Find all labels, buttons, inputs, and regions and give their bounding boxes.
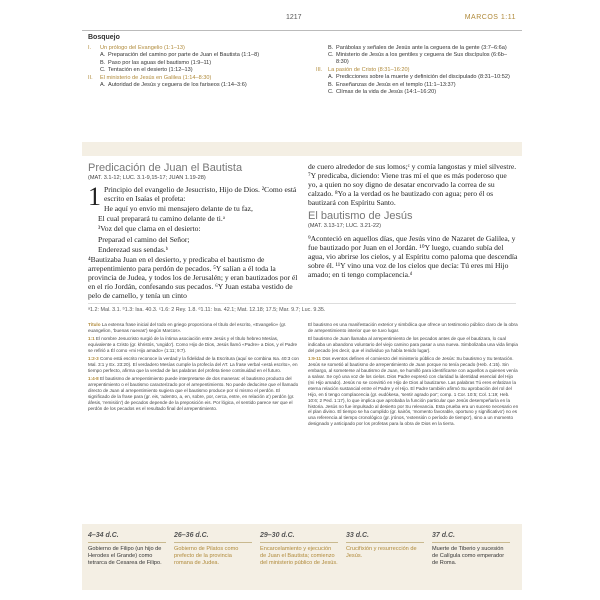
timeline-event: Crucifixión y resurrección de Jesús.: [346, 546, 417, 559]
timeline-event: Gobierno de Pilatos como prefecto de la provincia romana de Judea.: [174, 546, 239, 566]
parallel-references: (MAT. 3.13-17; LUC. 3.21-22): [308, 223, 381, 230]
quote-line: ³Voz del que clama en el desierto:: [98, 224, 201, 234]
timeline-year: 4–34 d.C.: [88, 532, 166, 543]
quote-line: Preparad el camino del Señor;: [98, 234, 190, 244]
outline-item: A. Preparación del camino por parte de Juan el Bautista (1:1–8): [100, 52, 260, 59]
timeline-entry: [260, 532, 338, 588]
timeline-entry: [88, 532, 166, 588]
verse-9: ⁹Aconteció en aquellos días, que Jesús vino de Nazaret de Galilea, y fue bautizado por Juan en el Jordán. ¹⁰Y luego, cuando subía del agua, vio abrirse los cielos, y al Espíritu como paloma que descendía sobre él. ¹¹Y vino una voz de los cielos que decía: Tú eres mi Hijo amado; en ti tengo complacencia.ᵈ: [308, 233, 518, 279]
study-note: 1:2-3 Como está escrito reconoce la verdad y la fidelidad de la Escritura (aquí se combina Isa. 40:3 con Mal. 3:1 y Ex. 23:20). El verdadero Mesías cumple la profecía del AT. La frase verbal «está escrito», en tiempo perfecto, afirma que la verdad de las palabras del profeta tiene continuidad en el futuro.: [88, 356, 299, 374]
study-note: 1:4-8 El bautismo de arrepentimiento puede interpretarse de dos maneras: el bautismo producto del arrepentimiento o el bautismo caracterizado por el arrepentimiento. No puede deducirse que el llamado directo de Juan al arrepentimiento sugiera que el bautismo produce por sí mismo el perdón. El significado de la frase para (gr. eis, 'adentro, a, en, sobre, por, cerca, entre, en relación a') perdón (gr. áfesis, 'remisión') de pecados depende de la preposición eis. Por lógica, el sentido parece ser que el perdón de los pecados es el resultado final del arrepentimiento.: [88, 376, 299, 411]
timeline-event: Encarcelamiento y ejecución de Juan el Bautista; comienzo del ministerio público de Jesús.: [260, 546, 338, 566]
timeline-year: 33 d.C.: [346, 532, 424, 543]
historical-timeline: [82, 524, 522, 590]
quote-line: Enderezad sus sendas.ᵇ: [98, 244, 169, 254]
study-note: Título La extensa frase inicial del todo en griego proporciona el título del escrito, «Evangelio» (gr. euangelion, 'buenas nuevas') según Marcos».: [88, 322, 287, 333]
verse-6b: de cuero alrededor de sus lomos;ᶜ y comía langostas y miel silvestre. ⁷Y predicaba, diciendo: Viene tras mí el que es más poderoso que yo, a quien no soy digno de desatar encorvado la correa de su calzado. ⁸Yo a la verdad os he bautizado con agua; pero él os bautizará con Espíritu Santo.: [308, 162, 517, 208]
timeline-event: Muerte de Tiberio y sucesión de Calígula como emperador de Roma.: [432, 546, 505, 566]
outline-item: B. Parábolas y señales de Jesús ante la ceguera de la gente (3:7–6:6a): [328, 45, 507, 51]
outline-left-column: [88, 45, 288, 89]
outline-item: I. Un prólogo del Evangelio (1:1–13): [88, 45, 185, 51]
decorative-band: [82, 142, 522, 156]
study-note: El bautismo es una manifestación exterior y simbólica que ofrece un testimonio público claro de la obra de arrepentimiento interior que se tuvo lugar.: [308, 322, 518, 333]
parallel-references: (MAT. 3.1-12; LUC. 3.1-9,15-17; JUAN 1.19-28): [88, 175, 206, 181]
timeline-entry: [346, 532, 424, 588]
timeline-entry: [432, 532, 510, 588]
scripture-left-column: [88, 162, 298, 301]
outline-item: C. Ministerio de Jesús a los gentiles y ceguera de Sus discípulos (6:6b–8:30): [328, 52, 508, 66]
outline-item: A. Predicciones sobre la muerte y definición del discipulado (8:31–10:52): [328, 74, 510, 81]
notes-right-column: [308, 322, 520, 430]
timeline-year: 37 d.C.: [432, 532, 510, 543]
outline-item: B. Paso por las aguas del bautismo (1:9–11): [100, 59, 212, 66]
timeline-year: 26–36 d.C.: [174, 532, 252, 543]
section-title: Predicación de Juan el Bautista: [88, 162, 243, 174]
study-note: 1:1 El nombre Jesucristo surgió de la íntima asociación entre Jesús y el título hebreo Mesías, equivalente a Cristo (gr. khristós, 'ungido'). Como Hijo de Dios, Jesús llamó «Padre» a Dios, y el Padre se refirió a Él como «mi Hijo amado» (1:11; 9:7).: [88, 336, 298, 354]
quote-line: El cual preparará tu camino delante de ti.ᵃ: [98, 214, 225, 224]
outline-title: Bosquejo: [88, 34, 120, 41]
outline-item: III. La pasión de Cristo (8:31–16:20): [316, 66, 410, 73]
study-note: El bautismo de Juan llamaba al arrepentimiento de los pecados antes de que el bautizara, lo cual indicaba un abandono voluntario del viejo camino para pasar a una nueva. Simbolizaba una vida limpia del pecado (es decir, que el individuo ya había tenido lugar).: [308, 336, 518, 354]
notes-left-column: [88, 322, 300, 414]
outline-item: A. Autoridad de Jesús y ceguera de los fariseos (1:14–3:6): [100, 81, 247, 88]
section-title: El bautismo de Jesús: [308, 210, 413, 223]
cross-reference-footnotes: ᵃ1.2: Mal. 3.1. ᵇ1.3: Isa. 40.3. ᶜ1.6: 2 Rey. 1.8. ᵈ1.11: Isa. 42.1; Mat. 12.18; 17.5; Mar. 9.7; Luc. 9.35.: [88, 303, 516, 313]
chapter-number: 1: [88, 182, 101, 212]
verse-1: 1 Principio del evangelio de Jesucristo, Hijo de Dios. ²Como está escrito en Isaías el profeta:: [88, 182, 297, 212]
verse-4: ⁴Bautizaba Juan en el desierto, y predicaba el bautismo de arrepentimiento para perdón de pecados. ⁵Y salían a él toda la provincia de Judea, y todos los de Jerusalén; y eran bautizados por él en el río Jordán, confesando sus pecados. ⁶Y Juan estaba vestido de pelo de camello, y tenía un cinto: [88, 254, 298, 301]
outline-item: C. Tentación en el desierto (1:12–13): [100, 67, 193, 74]
study-note: 1:9-11 Dos eventos definen el comienzo del ministerio público de Jesús: Su bautismo y Su tentación. Jesús se sometió al bautismo de arrepentimiento de Juan porque no tenía pecado (Heb. 4:15). Sin embargo, al someterse al bautismo de Juan, se humilló para identificarse con aquellos a quienes venía a salvar. Se oyó una voz de los cielos. Dios Padre expresó con claridad la identidad esencial del Hijo (mi Hijo amado). Jesús no se convirtió en Hijo de Dios al bautizarse. Las palabras Tú eres enfatizan la eterna relación sustancial entre el Padre y el Hijo. El Padre también afirmó Su aprobación del rol del Hijo, en ti tengo complacencia (gr. eudókesa, 'sentir agrado por'; comp. 1 Cor. 10:5; Col. 1:19; Heb. 10:6; 2 Ped. 1:17), lo que implica que aprobaba la función particular que Jesús desempeñaría en la historia. Jesús no fue impulsado al desierto por Su relevancia. Esta prueba era un suceso necesario en el plan divino. El tiempo se ha cumplido (gr. kairós, 'momento favorable, oportuno y significativo') no es una referencia al tiempo cronológico (gr. jrónos, 'extensión o período de tiempo'), sino a un momento designado y anticipado por los profetas para la obra de Dios en la tierra.: [308, 356, 519, 427]
running-header: [82, 12, 522, 26]
timeline-entry: [174, 532, 252, 588]
book-outline: [82, 30, 522, 142]
outline-item: B. Enseñanzas de Jesús en el templo (11:1–13:37): [328, 81, 456, 88]
book-reference: MARCOS 1:11: [464, 14, 516, 21]
outline-right-column: [316, 45, 516, 96]
study-notes: [82, 322, 522, 502]
timeline-year: 29–30 d.C.: [260, 532, 338, 543]
outline-item: C. Clímax de la vida de Jesús (14:1–16:20): [328, 88, 437, 95]
timeline-event: Gobierno de Filipo (un hijo de Herodes el Grande) como tetrarca de Cesarea de Filipo.: [88, 546, 162, 566]
bible-page: [82, 12, 522, 590]
quote-line: He aquí yo envío mi mensajero delante de tu faz,: [104, 204, 253, 214]
outline-item: II. El ministerio de Jesús en Galilea (1:14–8:30): [88, 74, 212, 81]
scripture-right-column: [308, 162, 518, 280]
page-number: 1217: [286, 14, 302, 21]
